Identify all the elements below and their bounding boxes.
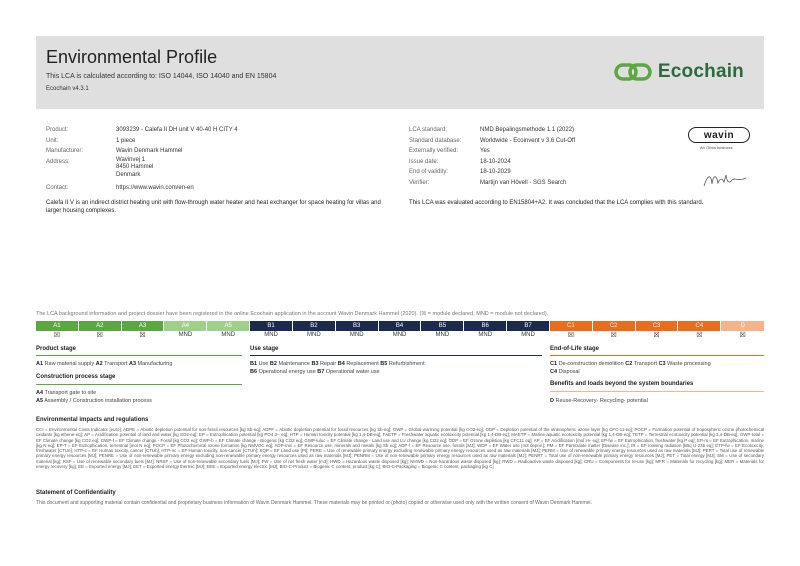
item-code: C3 [658,361,666,367]
eol-stage-items [550,360,711,376]
module-status: MND [336,331,379,340]
item-code: B6 [250,369,258,375]
module-status: ☒ [739,332,746,339]
address-line: Wavinvej 1 [116,156,146,163]
module-code: A4 [164,321,207,331]
info-label: Standard database: [409,137,462,144]
software-version: Ecochain v4.3.1 [46,86,89,92]
module-code: A2 [79,321,122,331]
construction-stage-title: Construction process stage [36,374,116,380]
item-code: B7 [317,369,325,375]
registration-note: The LCA background information and project dossier have been registered in the online Ecochain application in the account Wavin Denmark Hammel (2020). (☒ = module declared, MND = module not declared). [36,311,549,317]
info-label: End of validity: [409,169,449,175]
item-code: B1 [250,361,258,367]
module-status: ☒ [678,331,721,340]
item-label: Transport [104,361,128,367]
address-line: Denmark [116,171,141,178]
construction-stage-rule [36,384,242,385]
info-label: Verifier: [409,179,430,186]
info-row-product [46,125,238,136]
item-label: De-construction demolition [558,361,624,367]
product-info [46,125,238,193]
address-value [116,157,153,183]
item-label: Maintenance [278,361,310,367]
info-label: Externally verified: [409,148,459,154]
brand-name: Ecochain [657,61,744,82]
use-stage-rule [250,355,542,356]
module-codes-row [36,321,764,331]
item-label: Reuse-Recovery- Recycling- potential [555,398,648,404]
item-label: Repair [320,361,337,367]
item-label: Manufacturing [137,361,173,367]
item-code: C4 [550,369,558,375]
info-label: Contact: [46,184,69,191]
item-label: Refurbishment [388,361,425,367]
use-stage-title: Use stage [250,346,279,352]
item-label: Transport gate to site [44,390,97,396]
info-value: 3093239 - Calefa II DH unit V 40-40 H CITY 4 [116,127,238,133]
info-row-issue-date [409,157,575,168]
info-value: 18-10-2024 [480,158,511,165]
item-code: A5 [36,398,44,404]
module-status: MND [464,331,507,340]
module-status: ☒ [79,331,122,340]
item-code: B2 [269,361,277,367]
module-status: MND [293,331,336,340]
construction-stage-items [36,389,152,405]
item-label: Waste processing [667,361,711,367]
info-value: Martijn van Hövell - SGS Search [480,179,567,186]
item-code: A1 [36,361,44,367]
benefits-rule [550,391,764,392]
info-row-verifier [409,178,575,189]
module-code: B5 [421,321,464,331]
module-code: B7 [507,321,550,331]
item-code: C1 [550,361,558,367]
module-status: ☒ [550,331,593,340]
use-stage-items [250,360,425,376]
item-label: Replacement [346,361,379,367]
product-stage-title: Product stage [36,346,77,352]
module-status: MND [379,331,422,340]
info-label: Issue date: [409,158,439,165]
product-stage-rule [36,355,242,356]
info-row-unit [46,136,238,147]
item-label: Assembly / Construction installation process [44,398,152,404]
environmental-impacts-glossary: CCI = Environmental Costs Indicator [euro]; ADPE = Abiotic depletion potential for non-fossil resources [kg Sb-eq]; ADPF = Abiotic depletion potential for fossil resources [kg Sb-eq]; GWP = Global warming potential [kg CO2-eq]; ODP = Depletion potential of the stratospheric ozone layer [kg CFC-11-eq]; POCP = Formation potential of tropospheric ozone photochemical oxidants [kg ethene-eq]; AP = Acidification potential of land and water [kg SO2-eq]; EP = Eutrophication potential [kg PO4 3-- eq]; HTP = Human toxicity potential [kg 1,4-DB-eq]; FAETP = Freshwater aquatic ecotoxicity potential [kg 1,4-DB-eq]; MAETP = Marine aquatic ecotoxicity potential [kg 1,4-DB-eq]; TETP = Terrestrial ecotoxicity potential [kg 1,4-DB-eq]; GWP-total = EF Climate change [kg CO2 eq]; GWP-f = EF Climate change - Fossil [kg CO2 eq]; GWP-b = EF Climate change - Biogenic [kg CO2 eq]; GWP-luluc = EF Climate change - Land use and LU change [kg CO2 eq]; ODP = EF Ozone depletion [kg CFC11 eq]; AP = EF Acidification [mol H+ eq]; EP-fw = EF Eutrophication, freshwater [kg P eq]; EP-m = EF Eutrophication, marine [kg N eq]; EP-T = EF Eutrophication, terrestrial [mol N eq]; POCP = EF Photochemical ozone formation [kg NMVOC eq]; ADP-min = EF Resource use, minerals and metals [kg Sb eq]; ADP-f = EF Resource use, fossils [MJ]; WDP = EF Water use [m3 depriv.]; PM = EF Particulate matter [Disease inc.]; IR = EF Ionising radiation [kBq U-235 eq]; ETP-fw = EF Ecotoxicity, freshwater [CTUe]; HTP-c = EF Human toxicity, cancer [CTUh]; HTP-nc = EF Human toxicity, non-cancer [CTUh]; SQP = EF Land use [Pt]; PERE = Use of renewable primary energy excluding renewable primary energy resources used as raw materials [MJ]; PERM = Use of renewable primary energy resources used as raw materials [MJ]; PERT = Total use of renewable primary energy resources [MJ]; PENRE = Use of non-renewable primary energy excluding non-renewable primary energy resources used as raw materials [MJ]; PENRM = Use of non-renewable primary energy resources used as raw materials [MJ]; PENRT = Total use of non-renewable primary energy resources [MJ]; PET = Total energy [MJ]; SM = Use of secondary material [kg]; RSF = Use of renewable secondary fuels [MJ]; NRSF = Use of non-renewable secondary fuels [MJ]; FW = Use of net fresh water [m3]; HWD = Hazardous waste disposed [kg]; NHWD = Non-hazardous waste disposed [kg]; RWD = Radioactive waste disposed [kg]; CRU = Components for re-use [kg]; MFR = Materials for recycling [kg]; MER = Materials for energy recovery [kg]; EE = Exported energy [MJ]; EET = Exported energy thermic [MJ]; EEE = Exported energy electric [MJ]; BIO-C-Product = Biogenic C content, product [kg C]; BIO-C-Packaging = Biogenic C content, packaging [kg C] [36,427,764,470]
module-code: B2 [293,321,336,331]
benefits-items [550,397,648,405]
info-value: 1 piece [116,137,136,144]
info-label: Manufacturer: [46,148,84,154]
chain-link-logo-icon [614,61,652,83]
module-status-row [36,331,764,340]
item-label: Operational energy use [258,369,316,375]
address-line: 8450 Hammel [116,164,154,170]
item-label: Transport [633,361,658,367]
benefits-title: Benefits and loads beyond the system boundaries [550,381,694,387]
lca-info [409,125,575,188]
item-code: A3 [128,361,136,367]
wavin-tagline: An Orbia business [700,145,733,150]
module-code: A1 [36,321,79,331]
ecochain-logo [614,61,744,83]
info-row-address [46,157,238,183]
item-label: Operational water use [325,369,380,375]
lifecycle-modules [36,321,764,340]
module-status: MND [507,331,550,340]
item-code: B4 [337,361,345,367]
info-row-standard [409,125,575,136]
item-label: Disposal [558,369,580,375]
item-label: Use [258,361,269,367]
module-status: MND [207,331,250,340]
info-value: 18-10-2029 [480,169,511,175]
info-row-validity [409,167,575,178]
module-status: MND [250,331,293,340]
info-value: Worldwide - Ecoinvent v 3.6 Cut-Off [480,137,576,144]
item-code: C2 [625,361,633,367]
module-status: ☒ [36,331,79,340]
product-description: Calefa II V is an indirect district heating unit with flow-through water heater and heat exchanger for space heating for villas and larger housing complexes. [46,200,381,214]
eol-stage-title: End-of-Life stage [550,346,599,352]
item-code: B5 [380,361,388,367]
module-code: B4 [379,321,422,331]
module-code: C4 [678,321,721,331]
environmental-impacts-title: Environmental impacts and regulations [36,417,149,423]
report-header [36,36,764,109]
info-label: LCA standard: [409,127,448,133]
module-code: B3 [336,321,379,331]
signature-icon [702,170,748,190]
wavin-logo: wavin [688,127,750,143]
item-code: A2 [95,361,103,367]
module-status: ☒ [122,331,165,340]
product-stage-items [36,360,172,368]
module-status: ☒ [593,331,636,340]
info-row-contact [46,183,238,194]
item-label: Raw material supply [44,361,95,367]
item-code: B3 [311,361,319,367]
info-row-manufacturer [46,146,238,157]
info-row-verified [409,146,575,157]
module-code: C1 [550,321,593,331]
info-value: NMD Bepalingsmethode 1.1 (2022) [480,127,575,133]
info-label: Unit: [46,137,59,144]
confidentiality-text: This document and supporting material contain confidential and proprietary business information of Wavin Denmark Hammel. These materials may be printed or (photo) copied or otherwise used only with the written consent of Wavin Denmark Hammel. [36,500,592,506]
info-row-database [409,136,575,147]
info-value: Wavin Denmark Hammel [116,148,183,154]
compliance-conclusion: This LCA was evaluated according to EN15804+A2. It was concluded that the LCA complies with this standard. [409,200,704,206]
page-title: Environmental Profile [46,47,218,67]
item-code: A4 [36,390,44,396]
standards-subtitle: This LCA is calculated according to: ISO 14044, ISO 14040 and EN 15804 [46,73,277,80]
module-status: MND [421,331,464,340]
module-code: C3 [636,321,679,331]
contact-link[interactable]: https://www.wavin.com/en-en [116,184,194,191]
eol-stage-rule [550,355,764,356]
module-code: B1 [250,321,293,331]
item-code: D [550,398,554,404]
module-code: C2 [593,321,636,331]
info-label: Product: [46,127,69,133]
confidentiality-title: Statement of Confidentiality [36,490,116,496]
module-code: A3 [122,321,165,331]
module-code: A5 [207,321,250,331]
module-status: ☒ [636,331,679,340]
info-value: Yes [480,148,490,154]
module-code: D [721,321,764,331]
module-code: B6 [464,321,507,331]
module-status: MND [164,331,207,340]
info-label: Address: [46,158,70,165]
